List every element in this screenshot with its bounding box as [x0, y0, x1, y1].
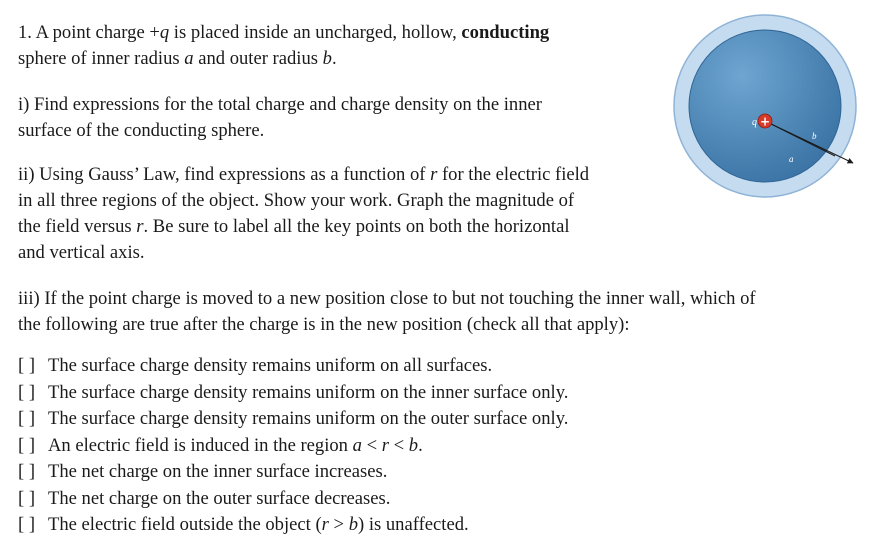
part-ii-line: in all three regions of the object. Show your work. Graph the magnitude of — [18, 190, 575, 211]
intro-text: is placed inside an uncharged, hollow, — [169, 22, 462, 43]
question-intro — [18, 20, 549, 72]
part-ii-line: for the electric field — [437, 164, 590, 185]
option-2[interactable] — [18, 380, 568, 407]
part-ii-line: the field versus — [18, 216, 137, 237]
part-ii-line: ii) Using Gauss’ Law, find expressions as a function of — [18, 164, 431, 185]
part-i-line: i) Find expressions for the total charge and charge density on the inner — [18, 94, 542, 115]
var-a: a — [352, 435, 362, 456]
checkbox[interactable]: [ ] — [18, 461, 36, 482]
option-text: The net charge on the inner surface increases. — [48, 461, 388, 482]
part-i — [18, 92, 542, 144]
var-r: r — [430, 164, 438, 185]
var-a: a — [184, 48, 194, 69]
checkbox[interactable]: [ ] — [18, 355, 36, 376]
option-6[interactable] — [18, 486, 390, 513]
option-text: The surface charge density remains uniform on the inner surface only. — [48, 382, 569, 403]
intro-text: 1. A point charge + — [18, 22, 160, 43]
sphere-diagram — [672, 13, 858, 199]
part-ii-line: . Be sure to label all the key points on both the horizontal — [143, 216, 570, 237]
checkbox[interactable]: [ ] — [18, 435, 36, 456]
math-op: > — [328, 514, 349, 535]
intro-text: . — [331, 48, 337, 69]
inner-cavity — [689, 30, 841, 182]
part-i-line: surface of the conducting sphere. — [18, 120, 265, 141]
math-op: < — [388, 435, 409, 456]
part-iii — [18, 286, 756, 338]
intro-text: sphere of inner radius — [18, 48, 185, 69]
math-op: < — [361, 435, 382, 456]
part-ii-line: and vertical axis. — [18, 242, 145, 263]
option-7[interactable] — [18, 512, 469, 539]
part-ii — [18, 162, 589, 266]
checkbox[interactable]: [ ] — [18, 382, 36, 403]
intro-text: and outer radius — [193, 48, 323, 69]
charge-label: q — [752, 117, 757, 128]
option-1[interactable] — [18, 353, 492, 380]
outer-radius-label: b — [812, 131, 817, 141]
option-text: An electric field is induced in the region — [48, 435, 348, 456]
option-text: The surface charge density remains uniform on all surfaces. — [48, 355, 493, 376]
bold-conducting: conducting — [461, 22, 550, 43]
var-q: q — [159, 22, 170, 43]
option-4[interactable] — [18, 433, 423, 460]
var-r: r — [321, 514, 329, 535]
charge-plus-sign: + — [759, 114, 771, 129]
math-op: ( — [310, 514, 322, 535]
option-text: The surface charge density remains uniform on the outer surface only. — [48, 408, 569, 429]
var-r: r — [136, 216, 144, 237]
inner-radius-label: a — [789, 154, 794, 164]
part-iii-line: the following are true after the charge is in the new position (check all that apply): — [18, 314, 630, 335]
checkbox[interactable]: [ ] — [18, 488, 36, 509]
var-b: b — [348, 514, 358, 535]
part-iii-line: iii) If the point charge is moved to a new position close to but not touching the inner wall, which of — [18, 288, 756, 309]
option-text: The electric field outside the object — [48, 514, 311, 535]
checkbox[interactable]: [ ] — [18, 408, 36, 429]
math-op: ) is unaffected. — [357, 514, 469, 535]
math-op: . — [418, 435, 423, 456]
var-r: r — [381, 435, 389, 456]
var-b: b — [322, 48, 332, 69]
var-b: b — [408, 435, 419, 456]
checkbox[interactable]: [ ] — [18, 514, 36, 535]
option-3[interactable] — [18, 406, 568, 433]
option-5[interactable] — [18, 459, 387, 486]
option-text: The net charge on the outer surface decreases. — [48, 488, 391, 509]
